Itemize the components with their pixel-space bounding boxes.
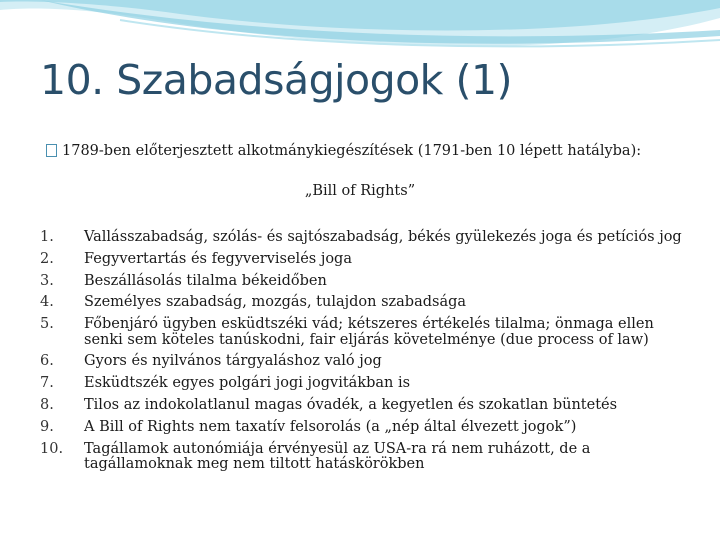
- list-item: [40, 420, 690, 436]
- item-text: Főbenjáró ügyben esküdtszéki vád; kétszeres értékelés tilalma; önmaga ellen senki sem köteles tanúskodni, fair eljárás követelménye (due process of law): [84, 316, 654, 348]
- list-item: [40, 274, 690, 290]
- item-text: Tilos az indokolatlanul magas óvadék, a kegyetlen és szokatlan büntetés: [84, 397, 618, 414]
- item-number: 3.: [40, 272, 54, 289]
- item-number: 7.: [40, 375, 54, 392]
- item-text: Beszállásolás tilalma békeidőben: [84, 272, 327, 289]
- list-item: [40, 252, 690, 268]
- item-number: 5.: [40, 316, 54, 333]
- item-text: Fegyvertartás és fegyverviselés joga: [84, 250, 352, 267]
- item-text: Vallásszabadság, szólás- és sajtószabadság, békés gyülekezés joga és petíciós jog: [84, 229, 682, 245]
- subtitle: „Bill of Rights”: [304, 183, 416, 199]
- item-number: 8.: [40, 397, 54, 414]
- item-text: Gyors és nyilvános tárgyaláshoz való jog: [84, 353, 382, 370]
- item-number: 2.: [40, 250, 54, 267]
- item-number: 1.: [40, 229, 54, 245]
- item-number: 4.: [40, 294, 54, 311]
- intro-line: [46, 143, 641, 159]
- list-item: [40, 295, 690, 311]
- slide-title: 10. Szabadságjogok (1): [40, 56, 513, 104]
- list-item: [40, 398, 690, 414]
- rights-list: [40, 230, 690, 479]
- item-text: A Bill of Rights nem taxatív felsorolás (a „nép által élvezett jogok”): [84, 418, 577, 435]
- list-item: [40, 230, 690, 246]
- list-item: [40, 317, 690, 348]
- item-text: Esküdtszék egyes polgári jogi jogvitákban is: [84, 375, 411, 392]
- item-text: Személyes szabadság, mozgás, tulajdon szabadsága: [84, 294, 467, 311]
- item-number: 10.: [40, 440, 64, 457]
- item-text: Tagállamok autonómiája érvényesül az USA-ra rá nem ruházott, de a tagállamoknak meg nem tiltott hatáskörökben: [84, 440, 591, 473]
- list-item: [40, 442, 690, 473]
- item-number: 6.: [40, 353, 54, 370]
- item-number: 9.: [40, 418, 54, 435]
- list-item: [40, 376, 690, 392]
- intro-text: 1789-ben előterjesztett alkotmánykiegészítések (1791-ben 10 lépett hatályba):: [62, 143, 642, 159]
- list-item: [40, 354, 690, 370]
- square-bullet-icon: [46, 144, 57, 157]
